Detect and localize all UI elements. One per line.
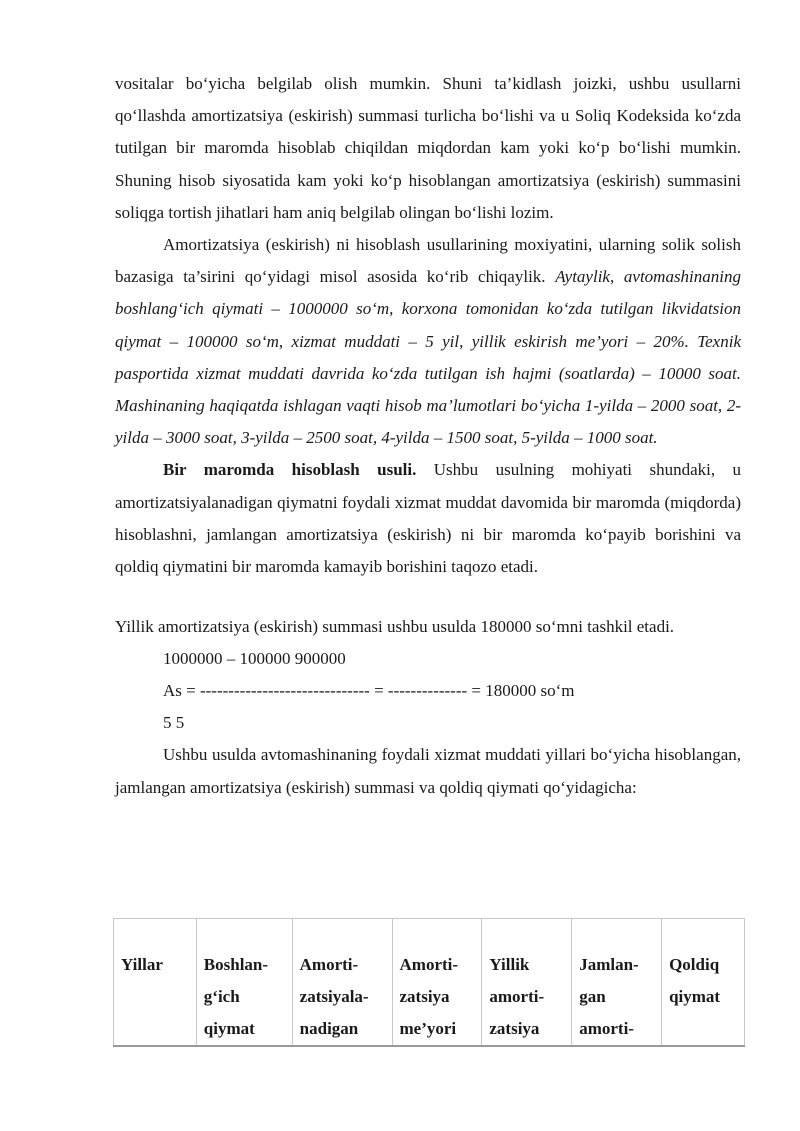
header-years: Yillar <box>114 919 197 1047</box>
header-depreciable-value: Amorti- zatsiyala- nadigan <box>292 919 392 1047</box>
paragraph-3-text: Ushbu usulning mohiyati shundaki, u amortizatsiyalanadigan qiymatni foydali xizmat muddat davomida bir maromda (miqdorda) hisoblashni, jamlangan amortizatsiya (eskirish) ni bir maromda ko‘payib borishini va qoldiq qiymatini bir maromda kamayib borishini taqozo etadi. <box>115 460 742 577</box>
paragraph-2-text: Amortizatsiya (eskirish) ni hisoblash usullarining moxiyatini, ularning solik solish bazasiga ta’sirini qo‘yidagi misol asosida ko‘rib chiqaylik. <box>115 235 741 287</box>
example-conditions-text: Aytaylik, avtomashinaning boshlang‘ich qiymati – 1000000 so‘m, korxona tomonidan ko‘zda tutilgan likvidatsion qiymat – 100000 so‘m, xizmat muddati – 5 yil, yillik eskirish me’yori – 20%. Texnik pasportida xizmat muddati davrida ko‘zda tutilgan ish hajmi (soatlarda) – 10000 soat. Mashinaning haqiqatda ishlagan vaqti hisob ma’lumotlari bo‘yicha 1-yilda – 2000 soat, 2-yilda – 3000 soat, 3-yilda – 2500 soat, 4-yilda – 1500 soat, 5-yilda – 1000 soat. <box>115 267 742 448</box>
table-header-row <box>114 919 745 1047</box>
paragraph-1: vositalar bo‘yicha belgilab olish mumkin. Shuni ta’kidlash joizki, ushbu usullarni qo‘llashda amortizatsiya (eskirish) summasi turlicha bo‘lishi va u Soliq Kodeksida ko‘zda tutilgan bir maromda hisoblab chiqildan miqdordan kam yoki ko‘p bo‘lishi mumkin. Shuning hisob siyosatida kam yoki ko‘p hisoblangan amortizatsiya (eskirish) summasini soliqga tortish jihatlari ham aniq belgilab olingan bo‘lishi lozim. <box>115 74 741 222</box>
paragraph-4: Yillik amortizatsiya (eskirish) summasi ushbu usulda 180000 so‘mni tashkil etadi. <box>115 617 675 637</box>
header-accumulated-depreciation: Jamlan- gan amorti- <box>572 919 662 1047</box>
header-initial-value: Boshlan- g‘ich qiymat <box>196 919 292 1047</box>
formula-line-1: 1000000 – 100000 900000 <box>163 649 346 669</box>
document-page <box>115 68 741 804</box>
header-annual-depreciation: Yillik amorti- zatsiya <box>482 919 572 1047</box>
header-depreciation-rate: Amorti- zatsiya me’yori <box>392 919 482 1047</box>
paragraph-5: Ushbu usulda avtomashinaning foydali xizmat muddati yillari bo‘yicha hisoblangan, jamlangan amortizatsiya (eskirish) summasi va qoldiq qiymati qo‘yidagicha: <box>115 745 741 797</box>
formula-line-2: As = ------------------------------ = -------------- = 180000 so‘m <box>163 681 575 701</box>
paragraph-3 <box>115 454 741 583</box>
paragraph-2 <box>115 229 741 454</box>
method-heading: Bir maromda hisoblash usuli. <box>163 460 417 480</box>
formula-line-3: 5 5 <box>163 713 185 733</box>
paragraph-gap <box>115 583 741 611</box>
header-residual-value: Qoldiq qiymat <box>662 919 745 1047</box>
depreciation-table <box>113 918 745 1047</box>
